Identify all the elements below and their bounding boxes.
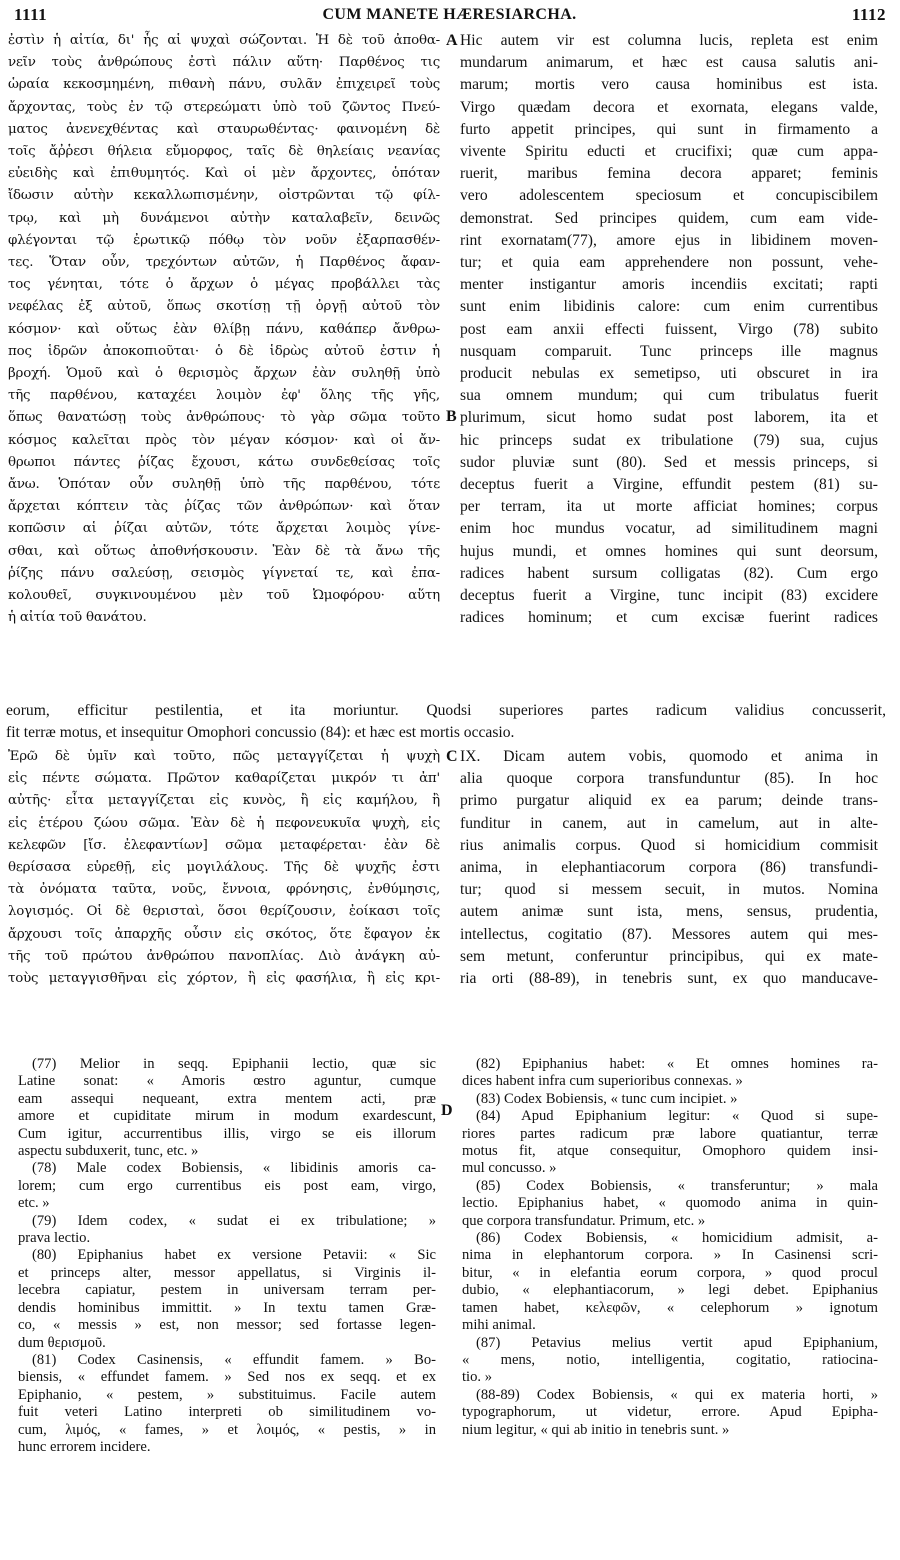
text-line: marum; mortis vero causa hominibus est ista. — [460, 76, 878, 94]
text-line: dum θερισμοῦ. — [18, 1334, 106, 1351]
greek-column-bottom — [8, 746, 440, 990]
text-line: ὅπως θανατώσῃ τοὺς ἀνθρώπους· τὸ γὰρ σῶμα τοῦτο — [8, 410, 440, 426]
text-line: nusquam comparuit. Tunc princeps ille magnus — [460, 342, 878, 360]
text-line: (83) Codex Bobiensis, « tunc cum incipiet. » — [476, 1090, 738, 1107]
latin-column-top — [460, 30, 878, 629]
text-line: κόσμον· καὶ οὕτως ἐὰν θλίβῃ πάνυ, καθάπερ ἄνθρω- — [8, 321, 440, 337]
text-line: autem animæ sunt ista, mens, sensus, prudentia, — [460, 903, 878, 921]
text-line: producit nebulas ex semetipso, uti obscuret in ira — [460, 365, 878, 383]
page-number-right: 1112 — [851, 5, 886, 24]
text-line: ἡ αἰτία τοῦ θανάτου. — [8, 610, 147, 626]
margin-mark-b: B — [446, 408, 457, 425]
text-line: eorum, efficitur pestilentia, et ita moriuntur. Quodsi superiores partes radicum validius concusserit, — [6, 702, 886, 719]
text-line: amore et cupiditate mirum in modum exardescunt, — [18, 1108, 436, 1125]
text-line: plurimum, sicut homo sudat post laborem, ita et — [460, 409, 878, 427]
text-line: Epiphanio, « pestem, » substituimus. Facile autem — [18, 1386, 436, 1403]
text-line: hunc errorem incidere. — [18, 1438, 151, 1455]
text-line: τοῖς ἄῤῥεσι θήλεια εὔμορφος, ταῖς δὲ θηλείαις νεανίας — [8, 144, 440, 160]
text-line: τοὺς μεταγγισθῆναι εἰς χόρτον, ἢ εἰς φασήλια, ἢ εἰς κρι- — [8, 971, 440, 987]
text-line: cum, λιμός, « fames, » et λοιμός, « pestis, » in — [18, 1421, 436, 1438]
text-line: vero adolescentem speciosum et concupiscibilem — [460, 187, 878, 205]
text-line: (85) Codex Bobiensis, « transferuntur; » mala — [476, 1177, 878, 1194]
text-line: deceptus fuerit a Virgine, effundit pestem (81) su- — [460, 476, 878, 494]
text-line: dices habent infra cum superioribus connexas. » — [462, 1073, 743, 1090]
text-line: εἰς ἑτέρου ζώου σῶμα. Ἐὰν δὲ ἡ πεφονευκυῖα ψυχὴ, εἰς — [8, 815, 440, 831]
text-line: Cum igitur, accurrentibus illis, virgo se eis illorum — [18, 1125, 436, 1142]
text-line: enim hoc mundus vocatur, ad similitudinem magni — [460, 520, 878, 538]
text-line: dendis hominibus immittit. » In textu tamen Græ- — [18, 1299, 436, 1316]
running-title: CUM MANETE HÆRESIARCHA. — [322, 6, 577, 23]
text-line: alia quoque corpora transfunduntur (85). In hoc — [460, 770, 878, 788]
text-line: radices hominum; et cum excisæ fuerint radices — [460, 609, 878, 627]
margin-mark-a: A — [446, 32, 458, 49]
text-line: τὰ ὀνόματα ταῦτα, νοῦς, ἔννοια, φρόνησις, ἐνθύμησις, — [8, 882, 440, 898]
text-line: fuit veteri Latino interpreti ob similitudinem vo- — [18, 1404, 436, 1421]
text-line: tamen habet, κελεφῶν, « celephorum » ignotum — [462, 1299, 878, 1316]
text-line: typographorum, ut videtur, errore. Apud Epipha- — [462, 1404, 878, 1421]
text-line: tur; et quia eam apprehendere non possunt, vehe- — [460, 254, 878, 272]
text-line: IX. Dicam autem vobis, quomodo et anima in — [460, 748, 878, 765]
text-line: fit terræ motus, et insequitur Omophori concussio (84): et hæc est mortis occasio. — [6, 724, 515, 741]
text-line: ἐστὶν ἡ αἰτία, δι' ἧς αἱ ψυχαὶ σώζονται. Ἡ δὲ τοῦ ἀποθα- — [8, 33, 440, 48]
text-line: (84) Apud Epiphanium legitur: « Quod si supe- — [476, 1108, 878, 1125]
text-line: κολουθεῖ, συγκινουμένου μὲν τοῦ Ὠμοφόρου· αὕτη — [8, 588, 440, 604]
text-line: (82) Epiphanius habet: « Et omnes homines ra- — [476, 1056, 878, 1072]
footnotes-left — [18, 1056, 436, 1456]
text-line: mihi animal. — [462, 1317, 536, 1334]
text-line: ruerit, maribus femina decora apparet; feminis — [460, 165, 878, 183]
text-line: sua omnem mundum; qui cum tribulatus fuerit — [460, 387, 878, 405]
text-line: τες. Ὅταν οὖν, τρεχόντων αὐτῶν, ἡ Παρθένος ἄφαν- — [8, 255, 440, 271]
text-line: tio. » — [462, 1369, 492, 1386]
margin-mark-c: C — [446, 748, 458, 765]
text-line: νεφέλας ἐξ αὐτοῦ, ὅπως σκοτίσῃ τῇ ὀργῇ αὐτοῦ τὸν — [8, 299, 440, 315]
text-line: nima in elephantorum corpora. » In Casinensi scri- — [462, 1247, 878, 1264]
text-line: lecebra capiatur, pestem in universam terram per- — [18, 1282, 436, 1299]
text-line: (79) Idem codex, « sudat ei ex tribulatione; » — [32, 1212, 436, 1229]
text-line: sunt enim libidinis calore: cum enim currentibus — [460, 298, 878, 316]
text-line: tur; quod si messem secuit, in mutos. Nomina — [460, 881, 878, 899]
text-line: etc. » — [18, 1195, 50, 1212]
text-line: motus fit, atque consequitur, Omophoro quidem insi- — [462, 1143, 878, 1160]
text-line: menter instigantur amoris incendiis excitati; rapti — [460, 276, 878, 294]
text-line: (80) Epiphanius habet ex versione Petavii: « Sic — [32, 1247, 436, 1264]
text-line: sudor pluviæ sunt (80). Sed et messis princeps, si — [460, 453, 878, 471]
text-line: Hic autem vir est columna lucis, repleta est enim — [460, 32, 878, 49]
page-number-left: 1111 — [14, 5, 48, 24]
text-line: hujus mundi, et omnes homines qui sunt deorsum, — [460, 542, 878, 560]
text-line: (77) Melior in seqq. Epiphanii lectio, quæ sic — [32, 1056, 436, 1072]
text-line: τῆς τοῦ πρώτου ἀνθρώπου πανοπλίας. Διὸ ἀνάγκη αὐ- — [8, 948, 440, 964]
text-line: mundarum animarum, et hæc est causa salutis ani- — [460, 54, 878, 72]
greek-column-top — [8, 30, 440, 629]
text-line: vivente Spiritu educti et crucifixi; quæ cum appa- — [460, 143, 878, 161]
margin-mark-d: D — [441, 1102, 453, 1119]
text-line: κοπῶσιν αἱ ῥίζαι αὐτῶν, τότε ἄρχεται λοιμὸς γίνε- — [8, 521, 440, 537]
latin-column-bottom — [460, 746, 878, 990]
text-line: hic princeps sudat ex tribulatione (79) sua, cujus — [460, 431, 878, 449]
text-line: prava lectio. — [18, 1230, 91, 1247]
text-line: (78) Male codex Bobiensis, « libidinis amoris ca- — [32, 1160, 436, 1177]
text-line: radices habent sursum colligatas (82). Cum ergo — [460, 564, 878, 582]
text-line: rint exornatam(77), amore ejus in libidinem moven- — [460, 231, 878, 249]
text-line: biensis, « effundet famem. » Sed nos ex seqq. et ex — [18, 1369, 436, 1386]
text-line: per terram, ita ut morte afficiat homines; corpus — [460, 498, 878, 516]
text-line: intellectus, cogitatio (87). Messores autem qui mes- — [460, 925, 878, 943]
text-line: τρῳ, καὶ μὴ δυνάμενοι αὐτὴν καταλαβεῖν, δεινῶς — [8, 210, 440, 226]
full-width-text — [6, 700, 886, 744]
text-line: et princeps alter, messor appellatus, si Virginis il- — [18, 1264, 436, 1281]
text-line: λογισμός. Οἱ δὲ θερισταὶ, ὅσοι θερίζουσιν, ἐοίκασι τοῖς — [8, 904, 440, 920]
text-line: funditur in canem, aut in camelum, aut in alte- — [460, 814, 878, 832]
text-line: (87) Petavius melius vertit apud Epiphanium, — [476, 1334, 878, 1351]
text-line: furto appetit principes, qui sunt in firmamento a — [460, 120, 878, 138]
text-line: (81) Codex Casinensis, « effundit famem. » Bo- — [32, 1351, 436, 1368]
text-line: αὐτῆς· εἶτα μεταγγίζεται εἰς κυνὸς, ἢ εἰς καμήλου, ἢ — [8, 793, 440, 809]
running-header — [14, 2, 886, 28]
text-line: ἄνω. Ὁπόταν οὖν συληθῇ ὑπὸ τῆς παρθένου, τότε — [8, 477, 440, 493]
text-line: demonstrat. Sed principes quidem, cum eam vide- — [460, 209, 878, 227]
text-line: « mens, notio, intelligentia, cogitatio, ratiocina- — [462, 1351, 878, 1368]
text-line: εὐειδὴς καὶ ἐπιθυμητός. Καὶ οἱ μὲν ἄρχοντες, ὁπόταν — [8, 166, 440, 182]
text-line: lectio. Epiphanius habet, « quomodo anima in quin- — [462, 1195, 878, 1212]
text-line: τος γένηται, τότε ὁ ἄρχων ὁ μέγας προβάλλει τὰς — [8, 277, 440, 293]
text-line: anima, in elephantiacorum corpora (86) transfundi- — [460, 859, 878, 877]
text-line: Ἐρῶ δὲ ὑμῖν καὶ τοῦτο, πῶς μεταγγίζεται ἡ ψυχὴ — [8, 749, 440, 764]
text-line: ματος ἀνενεχθέντας καὶ σταυρωθέντας· φαινομένη δὲ — [8, 121, 440, 137]
text-line: (86) Codex Bobiensis, « homicidium admisit, a- — [476, 1230, 878, 1247]
text-line: νεῖν τοὺς ἀνθρώπους ἐστὶ πάλιν αὕτη· Παρθένος τις — [8, 55, 440, 71]
text-line: σθαι, καὶ οὕτως ἀποθνήσκουσιν. Ἐὰν δὲ τὰ ἄνω τῆς — [8, 543, 440, 559]
text-line: κελεφῶν [ἴσ. ἐλεφαντίων] σῶμα μεταφέρεται· ἐὰν δὲ — [8, 837, 440, 853]
text-line: θρωποι πάντες ῥίζας ἔχουσι, κάτω συνδεθείσας τοῖς — [8, 454, 440, 470]
text-line: βροχή. Ὁμοῦ καὶ ὁ θερισμὸς ἄρχων ἐὰν συληθῇ ὑπὸ — [8, 366, 440, 382]
text-line: dubio, « elephantiacorum, » legi debet. Epiphanius — [462, 1282, 878, 1299]
text-line: Virgo quædam decora et exornata, elegans valde, — [460, 98, 878, 116]
text-line: κόσμος καλεῖται πρὸς τὸν μέγαν κόσμον· καὶ οἱ ἄν- — [8, 432, 440, 448]
text-line: θερίσασα εὑρεθῇ, εἰς μογιλάλους. Τῆς δὲ ψυχῆς ἐστι — [8, 860, 440, 876]
text-line: mul concusso. » — [462, 1160, 557, 1177]
text-line: ἄρχουσι τοῖς ἀπαρχῆς οὖσιν εἰς σκότος, ὅτε ἔφαγον ἐκ — [8, 926, 440, 942]
footnotes-right — [462, 1056, 878, 1439]
text-line: ὡραία κεκοσμημένη, πιθανὴ πάνυ, συλᾶν ἐπιχειρεῖ τοὺς — [8, 77, 440, 93]
text-line: nium legitur, « qui ab initio in tenebris sunt. » — [462, 1421, 730, 1438]
text-line: εἰς πέντε σώματα. Πρῶτον καθαρίζεται μικρόν τι ἀπ' — [8, 771, 440, 787]
text-line: (88-89) Codex Bobiensis, « qui ex materia horti, » — [476, 1386, 878, 1403]
text-line: ἄρχεται κόπτειν τὰς ῥίζας τῶν ἀνθρώπων· καὶ ὅταν — [8, 499, 440, 515]
text-line: rius animalis corpus. Quod si homicidium commisit — [460, 836, 878, 854]
text-line: bitur, « in elefantia eorum corpora, » quod procul — [462, 1264, 878, 1281]
text-line: primo purgatur aliquid ex ea parum; deinde trans- — [460, 792, 878, 810]
text-line: sem metunt, conferuntur principibus, qui ex mate- — [460, 947, 878, 965]
text-line: φλέγονται τῷ ἐρωτικῷ πόθῳ τὸν νοῦν ἐξαρπασθέν- — [8, 232, 440, 248]
text-line: que corpora transfundatur. Primum, etc. » — [462, 1212, 706, 1229]
text-line: ἄρχοντας, τοὺς ἐν τῷ στερεώματι ὑπὸ τοῦ ζῶντος Πνεύ- — [8, 99, 440, 115]
text-line: eam assequi nequeant, extra mentem acti, præ — [18, 1090, 436, 1107]
text-line: post eam anxii effecti fuissent, Virgo (78) subito — [460, 320, 878, 338]
text-line: ῥίζης πάνυ σαλεύσῃ, σεισμὸς γίγνεταί τε, καὶ ἐπα- — [8, 565, 440, 581]
text-line: riores partes radicum præ labore quatiantur, terræ — [462, 1125, 878, 1142]
text-line: co, « messis » est, non messor; sed fortasse legen- — [18, 1317, 436, 1334]
text-line: τῆς παρθένου, καταχέει λοιμὸν ἐφ' ὅλης τῆς γῆς, — [8, 388, 440, 404]
text-line: deceptus fuerit a Virgine, tunc incipit (83) excidere — [460, 587, 878, 605]
text-line: ἴδωσιν αὐτὴν κεκαλλωπισμένην, οἰστρῶνται τῷ φίλ- — [8, 188, 440, 204]
text-line: ria orti (88-89), in tenebris sunt, ex quo manducave- — [460, 970, 878, 988]
text-line: lorem; cum ergo currentibus eis post eam, virgo, — [18, 1177, 436, 1194]
text-line: aspectu subduxerit, tunc, etc. » — [18, 1143, 199, 1160]
text-line: πος ἱδρῶν ἀποκοπιοῦται· ὁ δὲ ἱδρὼς αὐτοῦ ἐστιν ἡ — [8, 343, 440, 359]
text-line: Latine sonat: « Amoris œstro aguntur, cumque — [18, 1073, 436, 1090]
